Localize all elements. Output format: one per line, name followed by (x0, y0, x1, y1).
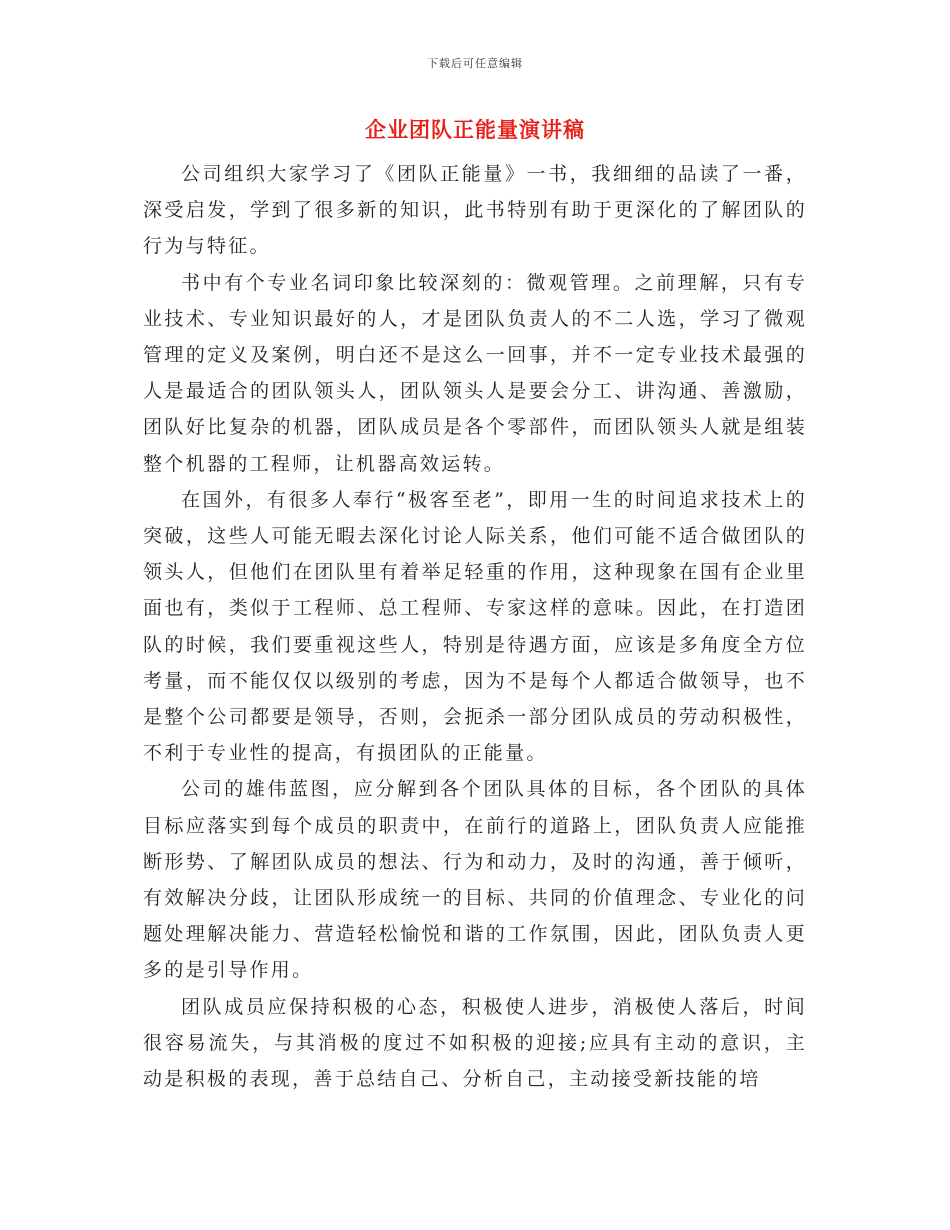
paragraph: 书中有个专业名词印象比较深刻的：微观管理。之前理解，只有专业技术、专业知识最好的人，才是团队负责人的不二人选，学习了微观管理的定义及案例，明白还不是这么一回事，并不一定专业技术最强的人是最适合的团队领头人，团队领头人是要会分工、讲沟通、善激励，团队好比复杂的机器，团队成员是各个零部件，而团队领头人就是组装整个机器的工程师，让机器高效运转。 (143, 271, 807, 475)
header-note: 下载后可任意编辑 (427, 57, 523, 70)
paragraph: 在国外，有很多人奉行“极客至老”，即用一生的时间追求技术上的突破，这些人可能无暇去深化讨论人际关系，他们可能不适合做团队的领头人，但他们在团队里有着举足轻重的作用，这种现象在国有企业里面也有，类似于工程师、总工程师、专家这样的意味。因此，在打造团队的时候，我们要重视这些人，特别是待遇方面，应该是多角度全方位考量，而不能仅仅以级别的考虑，因为不是每个人都适合做领导，也不是整个公司都要是领导，否则，会扼杀一部分团队成员的劳动积极性，不利于专业性的提高，有损团队的正能量。 (143, 488, 807, 765)
paragraph: 公司的雄伟蓝图，应分解到各个团队具体的目标，各个团队的具体目标应落实到每个成员的职责中，在前行的道路上，团队负责人应能推断形势、了解团队成员的想法、行为和动力，及时的沟通，善于倾听，有效解决分歧，让团队形成统一的目标、共同的价值理念、专业化的问题处理解决能力、营造轻松愉悦和谐的工作氛围，因此，团队负责人更多的是引导作用。 (143, 778, 807, 982)
paragraph: 团队成员应保持积极的心态，积极使人进步，消极使人落后，时间很容易流失，与其消极的度过不如积极的迎接;应具有主动的意识，主动是积极的表现，善于总结自己、分析自己，主动接受新技能的培 (143, 995, 807, 1091)
paragraph: 公司组织大家学习了《团队正能量》一书，我细细的品读了一番，深受启发，学到了很多新的知识，此书特别有助于更深化的了解团队的行为与特征。 (143, 163, 807, 258)
document-body (143, 156, 807, 1097)
document-title: 企业团队正能量演讲稿 (365, 118, 585, 142)
